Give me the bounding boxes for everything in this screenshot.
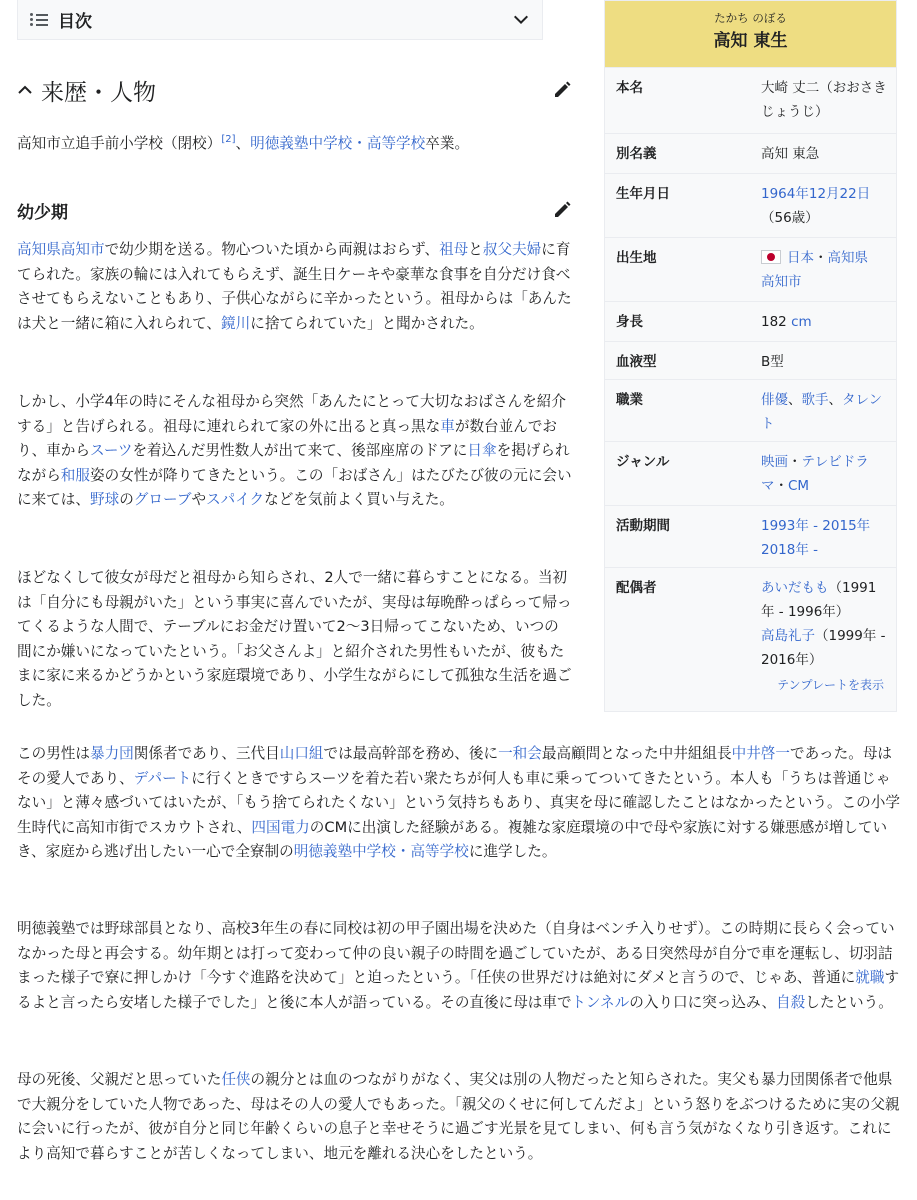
link[interactable]: 映画 [761,454,788,470]
text: と [468,241,483,258]
paragraph-childhood-6 [17,1068,900,1166]
link[interactable]: テレビドラマ [761,454,869,494]
link[interactable]: トンネル [571,993,630,1011]
edit-pencil-icon[interactable] [552,200,572,220]
row-value [761,450,889,498]
spouse-years: （1991年 - 1996年） [761,580,877,620]
paragraph-childhood-3: ほどなくして彼女が母だと祖母から知らされ、2人で一緒に暮らすことになる。当初は「自分にも母親がいた」という事実に喜んでいたが、実母は毎晩酔っぱらって帰ってくるような人間で、テーブルにお金だけ置いて2〜3日帰ってこないため、いつの間にか嫌いになっていたという。「お父さんよ」と紹介された男性もいたが、彼もたまに家に来るかどうかという家庭環境であり、小学生ながらにして孤独な生活を過ごした。 [17,569,572,709]
link[interactable]: 高知県高知市 [17,241,105,258]
chevron-up-icon[interactable] [17,82,33,98]
row-label: 別名義 [616,146,657,162]
infobox-row-alias [605,133,896,173]
chevron-down-icon[interactable] [512,10,530,28]
text: 最高顧問となった中井組組長 [541,745,732,762]
row-label: 本名 [616,80,643,96]
text: が数台並んでおり、車から [17,417,558,459]
link[interactable]: 車 [440,417,455,435]
text: するよと言ったら安堵した様子でした」と後に本人が語っている。その直後に母は車で [17,969,900,1011]
link[interactable]: 自殺 [776,993,806,1011]
infobox-row-spouse [605,567,896,669]
text: では最高幹部を務め、後に [323,745,499,762]
intro-text: 、 [235,135,251,152]
link[interactable]: 野球 [89,491,120,508]
row-label: 配偶者 [616,580,657,596]
link[interactable]: 鏡川 [221,314,251,332]
link[interactable]: 俳優 [761,392,788,408]
link[interactable]: CM [788,478,810,494]
row-label: 出生地 [616,250,657,266]
separator: ・ [814,250,828,266]
spouse-link[interactable]: あいだもも [761,580,829,596]
infobox-footer [605,676,896,693]
intro-text: 高知市立追手前小学校（閉校） [17,135,222,152]
link[interactable]: 2018年 - [761,542,819,558]
link[interactable]: 就職 [855,969,885,986]
infobox [604,0,897,712]
infobox-row-genre [605,441,896,505]
text: に行くときですらスーツを着た若い衆たちが何人も車に乗ってついてきたという。本人も「うちは普通じゃない」と薄々感づいてはいたが、「もう捨てられたくない」という気持ちもあり、真実を母に確認したことはなかったという。この小学生時代に高知市街でスカウトされ、 [17,769,900,836]
toc-toggle[interactable] [17,0,543,40]
text: に育てられた。家族の輪には入れてもらえず、誕生日ケーキや豪華な食事を自分だけ食べさせてもらえないこともあり、子供心ながらに辛かったという。祖母からは「あんたは犬と一緒に箱に入れられて、 [17,241,572,332]
link[interactable]: スーツ [89,442,133,459]
section-heading [17,74,572,106]
text: の [119,491,134,508]
reference-link[interactable]: [2] [221,134,236,146]
blood-type-link[interactable]: B型 [761,354,784,370]
infobox-row-birthdate [605,173,896,237]
link[interactable]: タレント [761,392,883,432]
link[interactable]: 明徳義塾中学校・高等学校 [293,843,469,860]
subsection-heading [17,196,572,224]
row-label: 血液型 [616,354,657,370]
link[interactable]: 任侠 [221,1071,251,1088]
text: の入り口に突っ込み、 [629,993,777,1011]
paragraph-childhood-2 [17,390,572,513]
row-value [761,576,889,672]
link[interactable]: デパート [133,769,192,787]
separator: 、 [788,392,802,408]
paragraph-childhood-4 [17,742,900,865]
city-link[interactable]: 高知市 [761,274,802,290]
edit-pencil-icon[interactable] [552,80,572,100]
row-value [761,246,889,294]
text: に進学した。 [468,843,557,860]
infobox-kana: たかち のぼる [714,11,787,25]
text: や [191,491,207,508]
birthdate-link[interactable]: 1964年12月22日 [761,186,871,202]
link[interactable]: グローブ [133,491,192,508]
infobox-row-blood-type [605,341,896,379]
row-value [761,388,889,436]
prefecture-link[interactable]: 高知県 [827,250,868,266]
toc-label: 目次 [58,12,92,32]
text: 母の死後、父親だと思っていた [17,1071,222,1088]
infobox-row-birthplace [605,237,896,301]
infobox-row-occupation [605,379,896,441]
separator: 、 [828,392,842,408]
row-value [761,182,889,230]
infobox-row-real-name [605,67,896,133]
text: したという。 [805,993,893,1011]
school-link[interactable]: 明徳義塾中学校・高等学校 [250,135,426,152]
height-number: 182 [761,314,792,330]
text: などを気前よく買い与えた。 [264,491,454,508]
infobox-row-active-years [605,505,896,567]
link[interactable]: 一和会 [498,745,542,762]
text: で幼少期を送る。物心ついた頃から両親はおらず、 [104,241,440,258]
spouse-years: （1999年 - 2016年） [761,628,886,668]
show-template-link[interactable]: テンプレートを表示 [777,678,884,692]
row-label: 活動期間 [616,518,670,534]
row-value: 高知 東急 [761,146,820,162]
link[interactable]: 和服 [60,466,90,484]
text: 明徳義塾では野球部員となり、高校3年生の春に同校は初の甲子園出場を決めた（自身はベンチ入りせず）。この時期に長らく会っていなかった母と再会する。幼年期とは打って変わって仲の良い親子の時間を過ごしていたが、ある日突然母が自分で車を運転し、切羽詰まった様子で寮に押しかけ「今すぐ進路を決めて」と迫ったという。「任侠の世界だけは絶対にダメと言うので、じゃあ、普通に [17,920,895,986]
text: 姿の女性が降りてきたという。この「おばさん」はたびたび彼の元に会いに来ては、 [17,466,572,508]
paragraph-childhood-5 [17,917,900,1015]
link[interactable]: 祖母 [439,241,469,258]
row-label: 身長 [616,314,643,330]
link[interactable]: 1993年 - 2015年 [761,518,871,534]
text: のCMに出演した経験がある。複雑な家庭環境の中で母や家族に対する嫌悪感が増していき、家庭から逃げ出したい一心で全寮制の [17,818,888,860]
link[interactable]: スパイク [206,491,265,508]
list-icon [30,13,48,27]
section-title: 来歴・人物 [41,79,156,106]
text: しかし、小学4年の時にそんな祖母から突然「あんたにとって大切なおばさんを紹介する」と告げられる。祖母に連れられて家の外に出ると真っ黒な [17,393,566,435]
row-value [761,310,889,334]
row-value: 大崎 丈二（おおさき じょうじ） [761,80,887,120]
text: を着込んだ男性数人が出て来て、後部座席のドアに [132,442,468,459]
text: であった。母はその愛人であり、 [17,745,893,787]
age: （56歳） [761,210,819,226]
section-intro [17,132,572,157]
infobox-row-height [605,301,896,341]
text: 関係者であり、三代目 [133,745,280,762]
unit-link[interactable]: cm [791,314,812,330]
spouse-link[interactable]: 高島礼子 [761,628,815,644]
infobox-header [605,1,896,67]
row-label: 生年月日 [616,186,670,202]
text: に捨てられていた」と聞かされた。 [250,314,484,332]
row-value [761,514,889,562]
country-link[interactable]: 日本 [787,250,814,266]
link[interactable]: 日傘 [467,442,497,459]
text: を掲げられながら [17,442,570,484]
link[interactable]: 叔父夫婦 [482,241,542,258]
subsection-title: 幼少期 [17,202,68,223]
link[interactable]: 山口組 [279,745,324,762]
row-label: ジャンル [616,454,670,470]
separator: ・ [774,478,788,494]
separator: ・ [788,454,802,470]
row-label: 職業 [616,392,643,408]
link[interactable]: 中井啓一 [731,745,790,762]
link[interactable]: 歌手 [801,392,829,408]
japan-flag-icon [761,250,781,264]
intro-text: 卒業。 [425,135,470,152]
link[interactable]: 暴力団 [89,745,134,762]
text: この男性は [17,745,90,762]
link[interactable]: 四国電力 [251,818,310,836]
paragraph-childhood-1 [17,238,572,336]
text: の親分とは血のつながりがなく、実父は別の人物だったと知らされた。実父も暴力団関係者で他県で大親分をしていた人物であった、母はその人の愛人でもあった。「親父のくせに何してんだよ」という怒りをぶつけるために実の父親に会いに行ったが、彼が自分と同じ年齢くらいの息子と幸せそうに過ごす光景を見てしまい、何も言う気がなくなり引き返す。これにより高知で暮らすことが苦しくなってしまい、地元を離れる決心をしたという。 [17,1071,900,1162]
infobox-name: 高知 東生 [713,31,788,51]
